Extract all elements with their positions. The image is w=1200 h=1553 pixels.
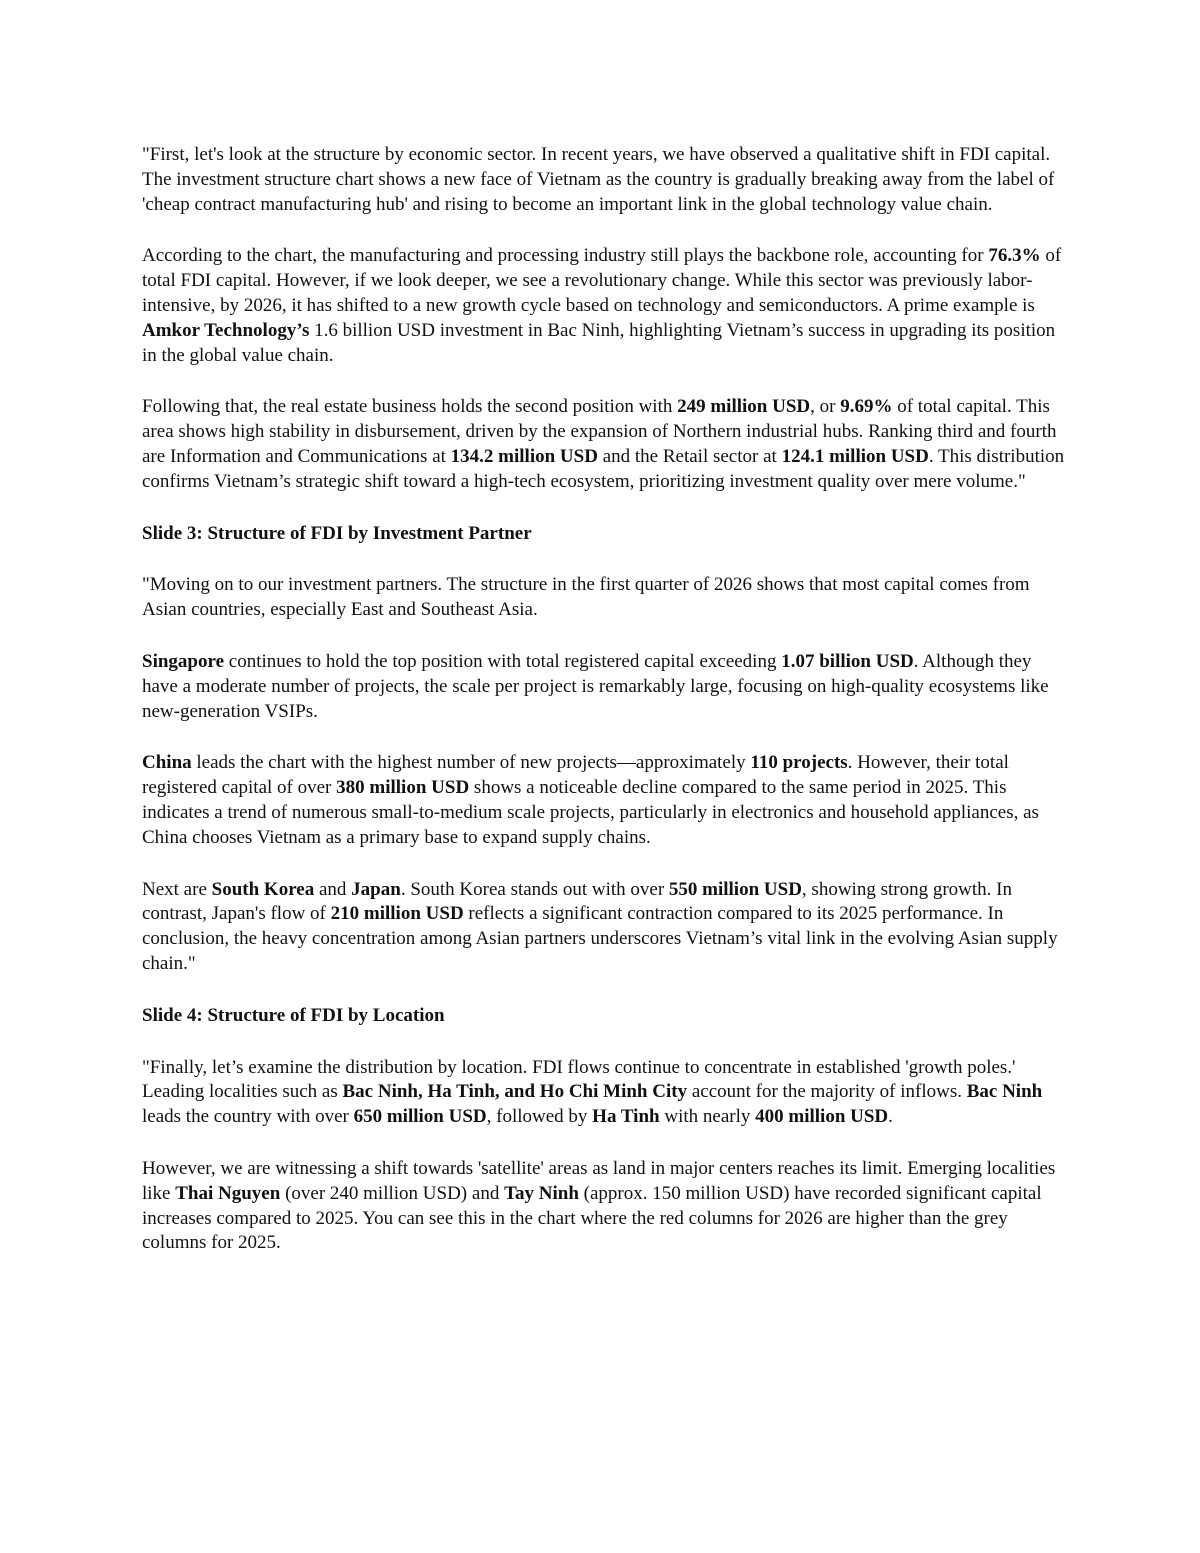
text-run: of total capital. This area shows high stability in disbursement, driven by the expansion of Northern industrial hubs. Ranking third and fourth are Information and Communications at (142, 396, 1057, 467)
document-page (142, 143, 1067, 1283)
text-run: account for the majority of inflows. (687, 1081, 967, 1103)
bold-text-run: Ha Tinh (592, 1106, 660, 1128)
bold-text-run: Bac Ninh, Ha Tinh, and Ho Chi Minh City (342, 1081, 688, 1103)
bold-text-run: 134.2 million USD (450, 445, 598, 467)
text-run: continues to hold the top position with total registered capital exceeding (224, 650, 782, 672)
bold-text-run: 380 million USD (336, 777, 470, 799)
paragraph-korea-japan (142, 878, 1067, 977)
heading-slide-4 (142, 1004, 1067, 1029)
bold-text-run: Japan (351, 878, 401, 900)
text-run: , or (810, 396, 841, 418)
bold-text-run: Bac Ninh (966, 1081, 1043, 1103)
bold-text-run: 110 projects (750, 752, 848, 774)
paragraph-partners-intro (142, 573, 1067, 623)
bold-text-run: 9.69% (840, 396, 893, 418)
paragraph-satellite-areas (142, 1157, 1067, 1256)
paragraph-real-estate (142, 395, 1067, 494)
text-run: , followed by (486, 1106, 593, 1128)
text-run: According to the chart, the manufacturing and processing industry still plays the backbone role, accounting for (142, 245, 989, 267)
paragraph-location-intro (142, 1056, 1067, 1130)
bold-text-run: Slide 3: Structure of FDI by Investment Partner (142, 522, 532, 544)
text-run: reflects a significant contraction compared to its 2025 performance. In conclusion, the heavy concentration among Asian partners underscores Vietnam’s vital link in the evolving Asian supply chain." (142, 903, 1058, 974)
text-run: Following that, the real estate business holds the second position with (142, 396, 678, 418)
text-run: . This distribution confirms Vietnam’s strategic shift toward a high-tech ecosystem, prioritizing investment quality over mere volume." (142, 445, 1065, 492)
bold-text-run: China (142, 752, 192, 774)
bold-text-run: 76.3% (988, 245, 1041, 267)
text-run: with nearly (659, 1106, 756, 1128)
bold-text-run: Slide 4: Structure of FDI by Location (142, 1004, 445, 1026)
paragraph-sector-intro (142, 143, 1067, 217)
bold-text-run: Tay Ninh (504, 1182, 579, 1204)
text-run: (approx. 150 million USD) have recorded significant capital increases compared to 2025. You can see this in the chart where the red columns for 2026 are higher than the grey columns for 2025. (142, 1182, 1042, 1254)
text-run: "Moving on to our investment partners. The structure in the first quarter of 2026 shows that most capital comes from Asian countries, especially East and Southeast Asia. (142, 574, 1030, 621)
text-run: . South Korea stands out with over (400, 878, 669, 900)
text-run: shows a noticeable decline compared to the same period in 2025. This indicates a trend of numerous small-to-medium scale projects, particularly in electronics and household appliances, as China chooses Vietnam as a primary base to expand supply chains. (142, 777, 1039, 848)
text-run: . Although they have a moderate number of projects, the scale per project is remarkably large, focusing on high-quality ecosystems like new-generation VSIPs. (142, 650, 1049, 722)
text-run: . However, their total registered capital of over (142, 752, 1009, 799)
bold-text-run: 400 million USD (755, 1106, 889, 1128)
bold-text-run: 249 million USD (677, 396, 811, 418)
text-run: 1.6 billion USD investment in Bac Ninh, highlighting Vietnam’s success in upgrading its position in the global value chain. (142, 319, 1056, 366)
bold-text-run: 1.07 billion USD (781, 650, 914, 672)
bold-text-run: 124.1 million USD (781, 445, 929, 467)
bold-text-run: 650 million USD (353, 1106, 487, 1128)
text-run: and the Retail sector at (597, 445, 782, 467)
bold-text-run: 210 million USD (330, 903, 464, 925)
bold-text-run: 550 million USD (668, 878, 802, 900)
text-run: Next are (142, 878, 212, 900)
text-run: However, we are witnessing a shift towards 'satellite' areas as land in major centers reaches its limit. Emerging localities like (142, 1157, 1056, 1204)
text-run: leads the chart with the highest number of new projects—approximately (191, 752, 751, 774)
text-run: "Finally, let’s examine the distribution by location. FDI flows continue to concentrate in established 'growth poles.' Leading localities such as (142, 1056, 1016, 1103)
paragraph-manufacturing (142, 244, 1067, 368)
text-run: leads the country with over (142, 1106, 354, 1128)
text-run: , showing strong growth. In contrast, Japan's flow of (142, 878, 1012, 925)
paragraph-singapore (142, 650, 1067, 724)
text-run: of total FDI capital. However, if we look deeper, we see a revolutionary change. While this sector was previously labor-intensive, by 2026, it has shifted to a new growth cycle based on technology and semiconductors. A prime example is (142, 245, 1062, 316)
text-run: and (314, 878, 352, 900)
text-run: "First, let's look at the structure by economic sector. In recent years, we have observed a qualitative shift in FDI capital. The investment structure chart shows a new face of Vietnam as the country is gradually breaking away from the label of 'cheap contract manufacturing hub' and rising to become an important link in the global technology value chain. (142, 144, 1055, 215)
bold-text-run: Amkor Technology’s (142, 319, 310, 341)
paragraph-china (142, 751, 1067, 850)
bold-text-run: Thai Nguyen (175, 1182, 281, 1204)
text-run: (over 240 million USD) and (280, 1182, 505, 1204)
text-run: . (888, 1106, 893, 1128)
bold-text-run: South Korea (211, 878, 315, 900)
bold-text-run: Singapore (142, 650, 225, 672)
heading-slide-3 (142, 522, 1067, 547)
